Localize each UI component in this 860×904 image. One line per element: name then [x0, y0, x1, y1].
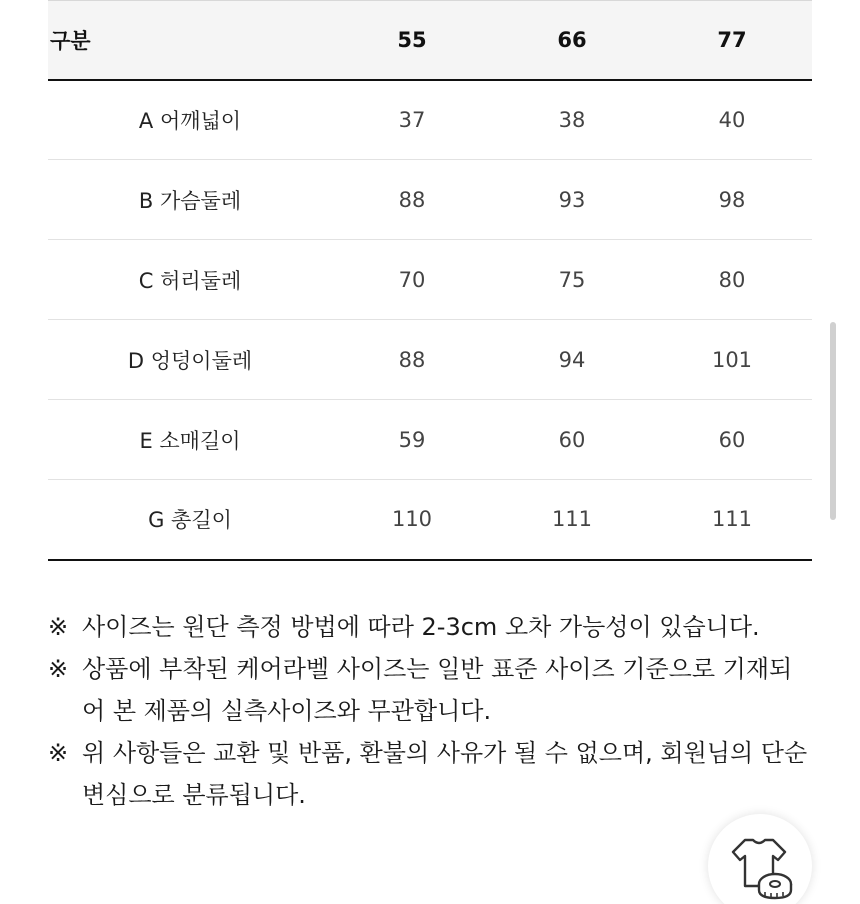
- cell-value: 110: [332, 480, 492, 560]
- scrollbar[interactable]: [830, 322, 836, 520]
- note-item: [48, 606, 808, 648]
- row-label: A 어깨넓이: [48, 80, 332, 160]
- row-label: G 총길이: [48, 480, 332, 560]
- header-category: 구분: [48, 1, 332, 80]
- row-label: E 소매길이: [48, 400, 332, 480]
- shirt-measuring-tape-icon: [725, 834, 795, 900]
- cell-value: 101: [652, 320, 812, 400]
- row-label: C 허리둘레: [48, 240, 332, 320]
- cell-value: 75: [492, 240, 652, 320]
- row-label: B 가슴둘레: [48, 160, 332, 240]
- cell-value: 59: [332, 400, 492, 480]
- cell-value: 88: [332, 160, 492, 240]
- cell-value: 37: [332, 80, 492, 160]
- cell-value: 88: [332, 320, 492, 400]
- note-item: [48, 648, 808, 732]
- cell-value: 111: [652, 480, 812, 560]
- table-row: [48, 480, 812, 560]
- note-text: 위 사항들은 교환 및 반품, 환불의 사유가 될 수 없으며, 회원님의 단순 변심으로 분류됩니다.: [82, 739, 808, 809]
- note-text: 사이즈는 원단 측정 방법에 따라 2-3cm 오차 가능성이 있습니다.: [82, 613, 760, 641]
- header-size-66: 66: [492, 1, 652, 80]
- note-item: [48, 732, 808, 816]
- cell-value: 60: [492, 400, 652, 480]
- note-text: 상품에 부착된 케어라벨 사이즈는 일반 표준 사이즈 기준으로 기재되어 본 제품의 실측사이즈와 무관합니다.: [82, 655, 793, 725]
- cell-value: 70: [332, 240, 492, 320]
- table-row: [48, 80, 812, 160]
- cell-value: 111: [492, 480, 652, 560]
- reference-mark: ※: [48, 655, 69, 683]
- size-table: [48, 0, 812, 561]
- cell-value: 93: [492, 160, 652, 240]
- reference-mark: ※: [48, 739, 69, 767]
- cell-value: 38: [492, 80, 652, 160]
- reference-mark: ※: [48, 613, 69, 641]
- size-notes: [48, 606, 808, 816]
- cell-value: 40: [652, 80, 812, 160]
- size-table-header-row: [48, 1, 812, 80]
- cell-value: 94: [492, 320, 652, 400]
- cell-value: 98: [652, 160, 812, 240]
- table-row: [48, 320, 812, 400]
- row-label: D 엉덩이둘레: [48, 320, 332, 400]
- cell-value: 80: [652, 240, 812, 320]
- header-size-77: 77: [652, 1, 812, 80]
- cell-value: 60: [652, 400, 812, 480]
- header-size-55: 55: [332, 1, 492, 80]
- size-guide-button[interactable]: [708, 814, 812, 904]
- table-row: [48, 240, 812, 320]
- table-row: [48, 400, 812, 480]
- table-row: [48, 160, 812, 240]
